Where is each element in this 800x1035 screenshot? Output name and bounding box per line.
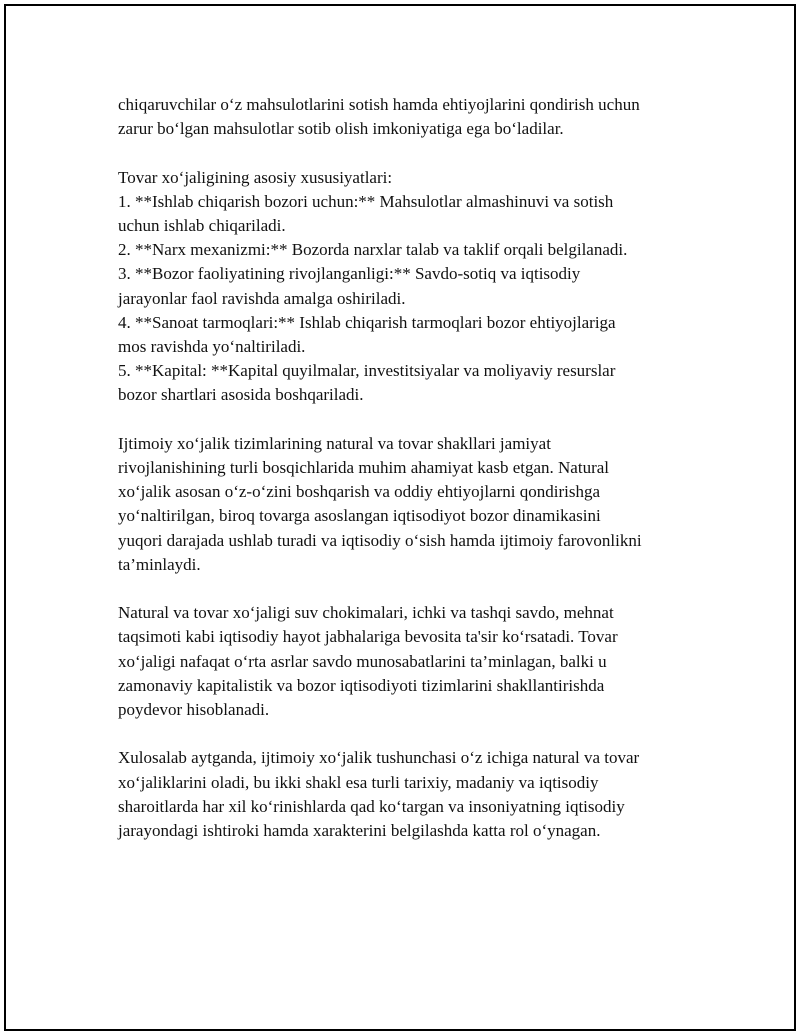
text-line: Xulosalab aytganda, ijtimoiy xo‘jalik tushunchasi o‘z ichiga natural va tovar (118, 748, 640, 768)
text-line: xo‘jaligi nafaqat o‘rta asrlar savdo munosabatlarini ta’minlagan, balki u (118, 651, 607, 671)
text-line: jarayonlar faol ravishda amalga oshiriladi. (118, 288, 406, 308)
text-line: bozor shartlari asosida boshqariladi. (118, 385, 364, 405)
paragraph-economic-life-impact (118, 601, 708, 722)
text-line: 2. **Narx mexanizmi:** Bozorda narxlar talab va taklif orqali belgilanadi. (118, 240, 628, 260)
text-line: poydevor hisoblanadi. (118, 700, 270, 720)
text-line: sharoitlarda har xil ko‘rinishlarda qad ko‘targan va insoniyatning iqtisodiy (118, 796, 625, 816)
paragraph-social-economy-forms (118, 432, 708, 577)
text-line: rivojlanishining turli bosqichlarida muhim ahamiyat kasb etgan. Natural (118, 458, 609, 478)
text-line: taqsimoti kabi iqtisodiy hayot jabhalariga bevosita ta'sir ko‘rsatadi. Tovar (118, 627, 618, 647)
text-line: ta’minlaydi. (118, 554, 201, 574)
text-line: mos ravishda yo‘naltiriladi. (118, 337, 306, 357)
text-line: yuqori darajada ushlab turadi va iqtisodiy o‘sish hamda ijtimoiy farovonlikni (118, 530, 642, 550)
text-line: zarur bo‘lgan mahsulotlar sotib olish imkoniyatiga ega bo‘ladilar. (118, 119, 564, 139)
text-line: xo‘jalik asosan o‘z-o‘zini boshqarish va oddiy ehtiyojlarni qondirishga (118, 482, 601, 502)
document-body (118, 93, 708, 867)
text-line: yo‘naltirilgan, biroq tovarga asoslangan iqtisodiyot bozor dinamikasini (118, 506, 601, 526)
text-line: Natural va tovar xo‘jaligi suv chokimalari, ichki va tashqi savdo, mehnat (118, 603, 614, 623)
paragraph-commodity-features (118, 166, 708, 408)
text-line: 4. **Sanoat tarmoqlari:** Ishlab chiqarish tarmoqlari bozor ehtiyojlariga (118, 312, 616, 332)
text-line: 5. **Kapital: **Kapital quyilmalar, investitsiyalar va moliyaviy resurslar (118, 361, 616, 381)
text-line: Ijtimoiy xo‘jalik tizimlarining natural va tovar shakllari jamiyat (118, 433, 551, 453)
text-line: Tovar xo‘jaligining asosiy xususiyatlari: (118, 167, 393, 187)
text-line: uchun ishlab chiqariladi. (118, 216, 286, 235)
text-line: zamonaviy kapitalistik va bozor iqtisodiyoti tizimlarini shakllantirishda (118, 675, 605, 695)
paragraph-conclusion (118, 746, 708, 843)
text-line: 3. **Bozor faoliyatining rivojlanganligi:** Savdo-sotiq va iqtisodiy (118, 264, 581, 284)
text-line: jarayondagi ishtiroki hamda xarakterini belgilashda katta rol o‘ynagan. (118, 821, 601, 841)
paragraph-intro-continuation (118, 93, 708, 141)
text-line: chiqaruvchilar o‘z mahsulotlarini sotish hamda ehtiyojlarini qondirish uchun (118, 95, 640, 114)
text-line: xo‘jaliklarini oladi, bu ikki shakl esa turli tarixiy, madaniy va iqtisodiy (118, 772, 599, 792)
text-line: 1. **Ishlab chiqarish bozori uchun:** Mahsulotlar almashinuvi va sotish (118, 191, 614, 211)
